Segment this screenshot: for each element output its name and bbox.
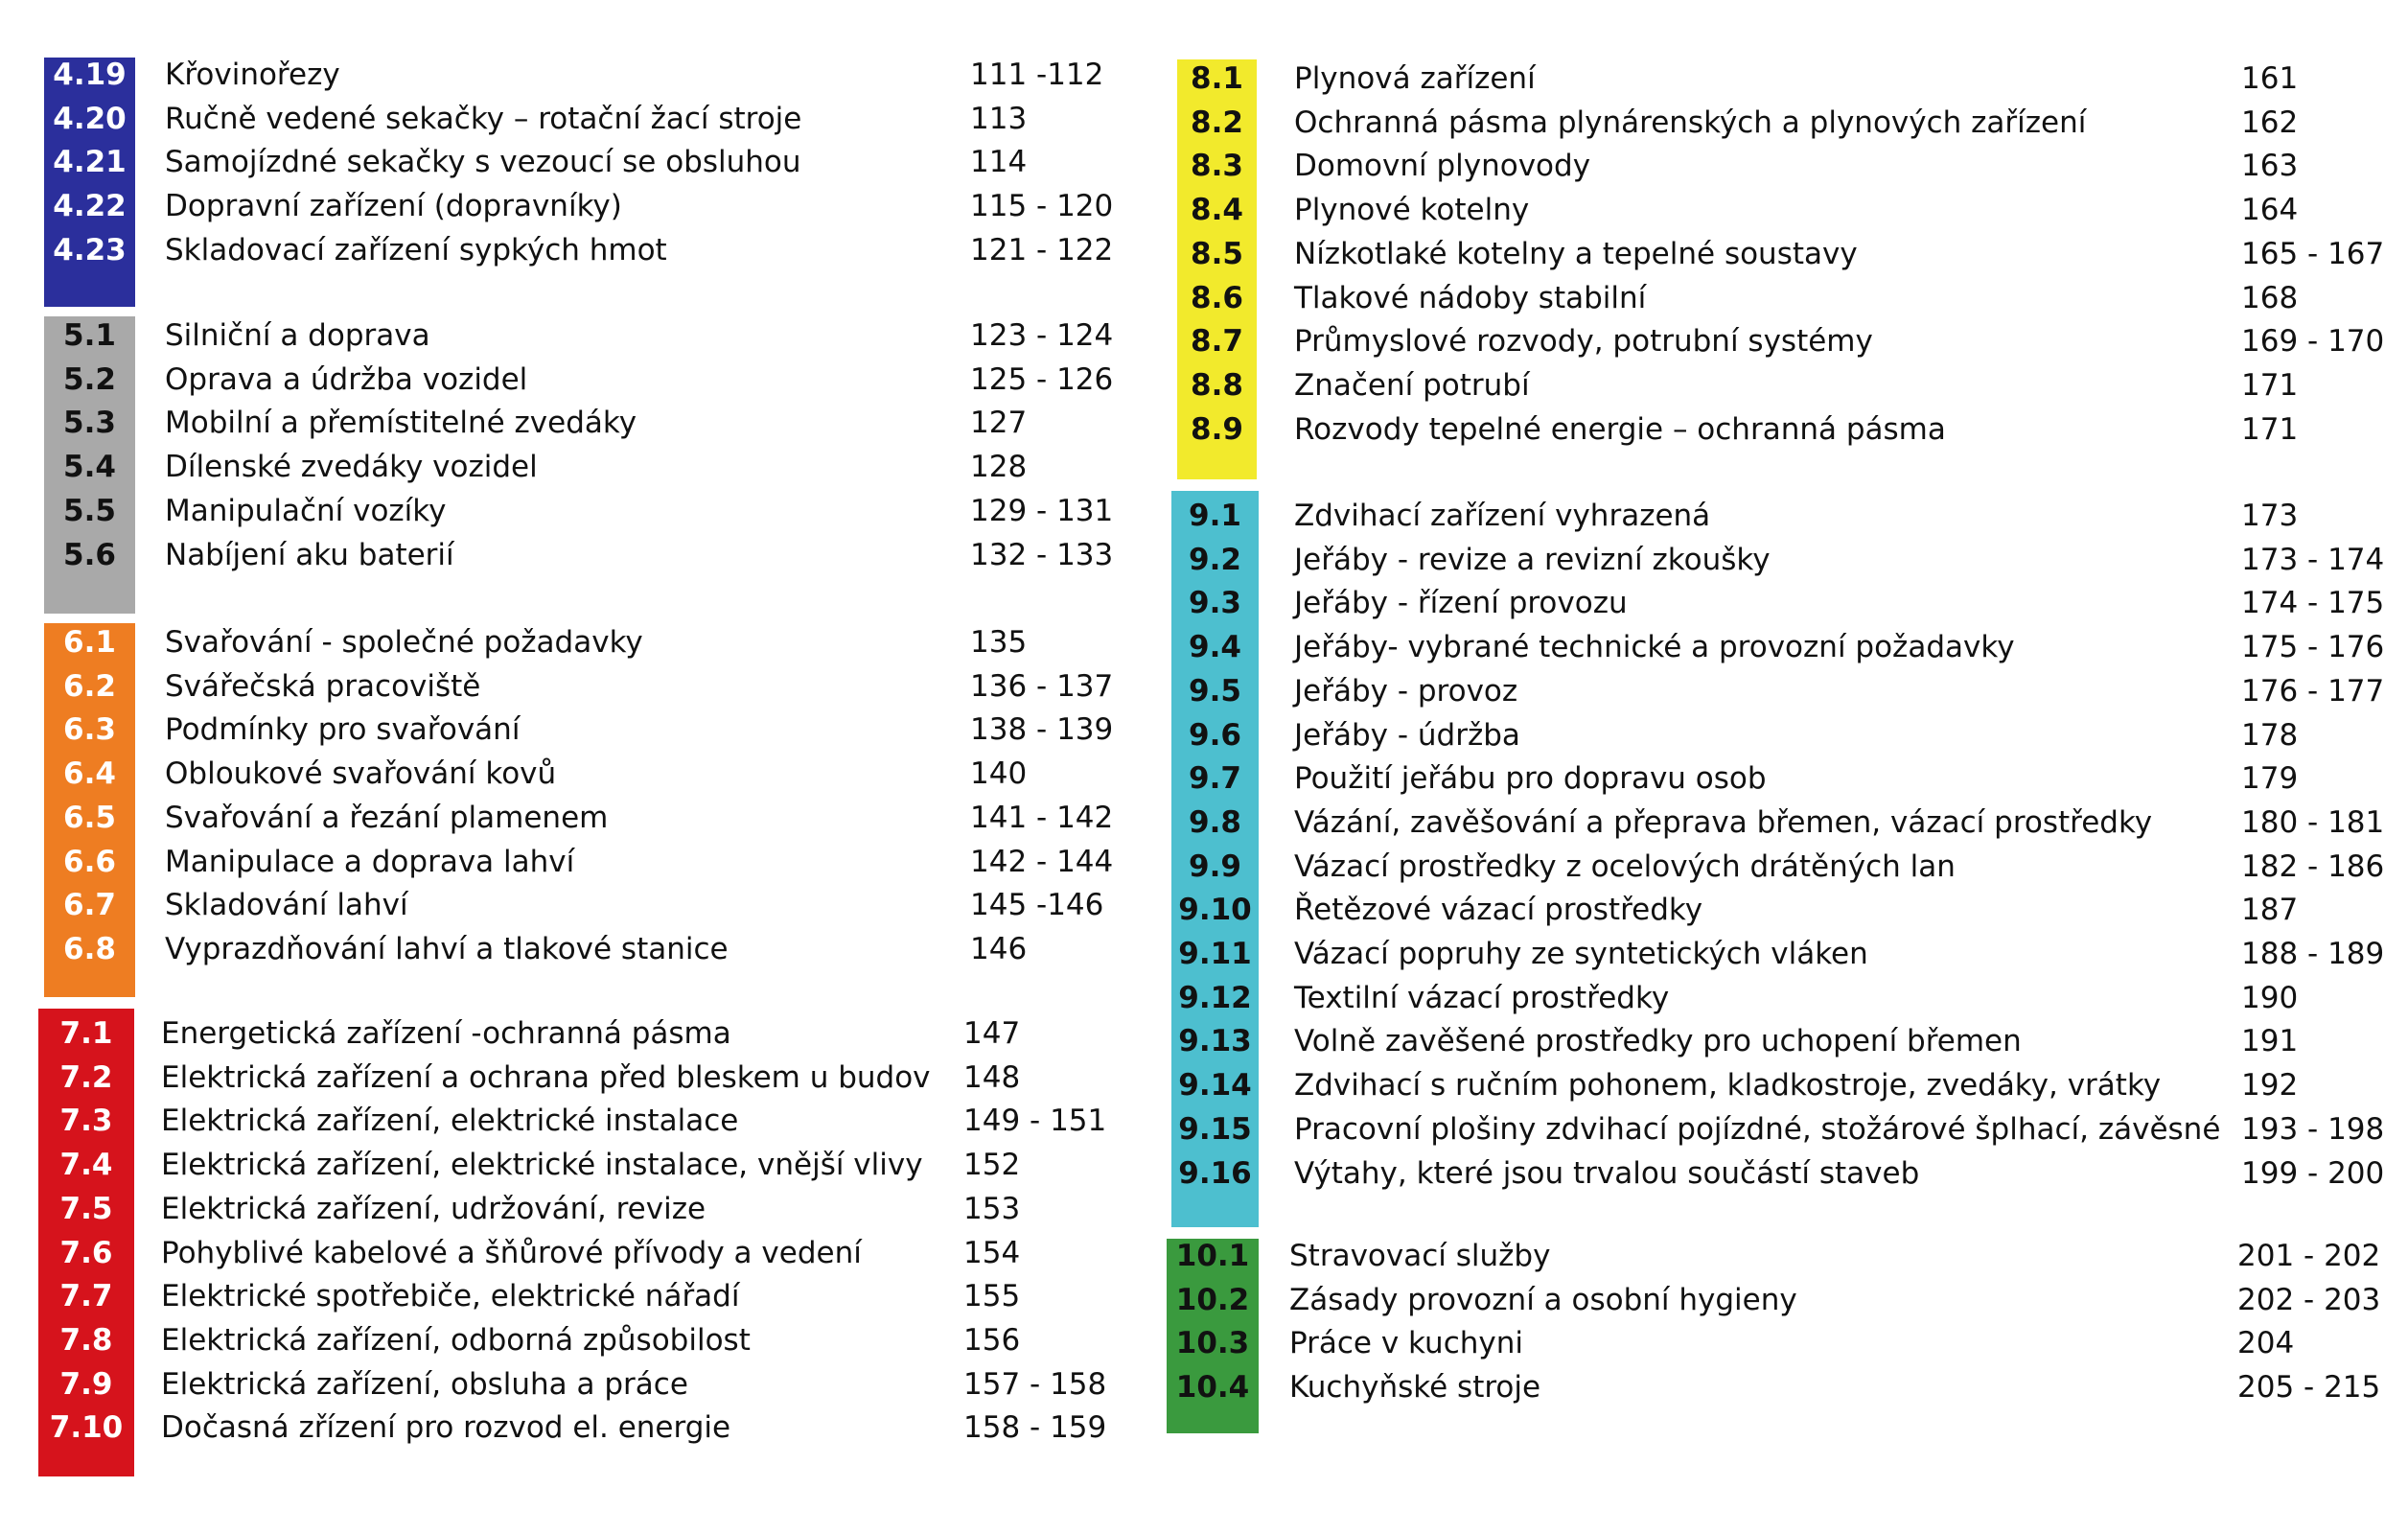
section-number: 6.3 bbox=[63, 712, 116, 748]
page-range: 153 bbox=[963, 1191, 1021, 1226]
section-number: 4.23 bbox=[53, 232, 127, 267]
entry-title: Mobilní a přemístitelné zvedáky bbox=[165, 406, 637, 441]
toc-entry[interactable] bbox=[0, 1019, 2408, 1063]
entry-title: Textilní vázací prostředky bbox=[1294, 980, 1670, 1015]
toc-entry[interactable] bbox=[0, 1321, 2408, 1365]
page-range: 141 - 142 bbox=[970, 800, 1114, 835]
toc-entry[interactable] bbox=[0, 932, 2408, 976]
section-number: 5.2 bbox=[63, 361, 116, 397]
section-number: 7.2 bbox=[59, 1059, 113, 1095]
section-number: 8.5 bbox=[1191, 236, 1243, 271]
section-number: 9.14 bbox=[1178, 1068, 1252, 1104]
page-range: 113 bbox=[970, 101, 1028, 136]
entry-title: Volně zavěšené prostředky pro uchopení břemen bbox=[1294, 1024, 2022, 1059]
entry-title: Kuchyňské stroje bbox=[1289, 1370, 1541, 1406]
page-range: 146 bbox=[970, 931, 1028, 966]
toc-entry[interactable] bbox=[0, 1278, 2408, 1322]
page-range: 171 bbox=[2241, 367, 2299, 403]
section-number: 9.3 bbox=[1189, 586, 1241, 621]
section-number: 9.10 bbox=[1178, 893, 1252, 928]
section-number: 9.15 bbox=[1178, 1111, 1252, 1147]
entry-title: Skladovací zařízení sypkých hmot bbox=[165, 232, 667, 267]
page-range: 125 - 126 bbox=[970, 361, 1114, 397]
toc-entry[interactable] bbox=[0, 625, 2408, 669]
section-number: 9.7 bbox=[1189, 761, 1241, 797]
toc-entry[interactable] bbox=[0, 1151, 2408, 1196]
section-number: 7.7 bbox=[59, 1279, 113, 1314]
page-range: 180 - 181 bbox=[2241, 804, 2385, 840]
page-range: 145 -146 bbox=[970, 888, 1104, 923]
page-range: 188 - 189 bbox=[2241, 937, 2385, 971]
entry-title: Značení potrubí bbox=[1294, 367, 1530, 403]
entry-title: Zásady provozní a osobní hygieny bbox=[1289, 1282, 1797, 1317]
page-range: 148 bbox=[963, 1059, 1021, 1095]
entry-title: Podmínky pro svařování bbox=[165, 712, 521, 748]
page-range: 128 bbox=[970, 450, 1028, 485]
toc-entry[interactable] bbox=[0, 188, 2408, 232]
page-range: 193 - 198 bbox=[2241, 1111, 2385, 1147]
section-number: 8.7 bbox=[1191, 324, 1243, 360]
entry-title: Ručně vedené sekačky – rotační žací stroje bbox=[165, 101, 802, 136]
toc-entry[interactable] bbox=[0, 1063, 2408, 1107]
entry-title: Silniční a doprava bbox=[165, 318, 430, 353]
toc-entry[interactable] bbox=[0, 669, 2408, 713]
toc-entry[interactable] bbox=[0, 713, 2408, 757]
section-number: 7.4 bbox=[59, 1148, 113, 1183]
page-range: 176 - 177 bbox=[2241, 673, 2385, 709]
toc-entry[interactable] bbox=[0, 363, 2408, 407]
entry-title: Obloukové svařování kovů bbox=[165, 756, 557, 792]
page-range: 182 - 186 bbox=[2241, 848, 2385, 884]
entry-title: Průmyslové rozvody, potrubní systémy bbox=[1294, 324, 1873, 360]
entry-title: Zdvihací s ručním pohonem, kladkostroje, zvedáky, vrátky bbox=[1294, 1068, 2162, 1104]
entry-title: Elektrické spotřebiče, elektrické nářadí bbox=[161, 1279, 740, 1314]
section-number: 9.4 bbox=[1189, 630, 1241, 665]
entry-title: Vázací prostředky z ocelových drátěných lan bbox=[1294, 848, 1956, 884]
page-range: 158 - 159 bbox=[963, 1410, 1107, 1446]
section-number: 10.2 bbox=[1175, 1282, 1250, 1317]
toc-entry[interactable] bbox=[0, 232, 2408, 276]
section-number: 5.1 bbox=[63, 318, 116, 353]
entry-title: Skladování lahví bbox=[165, 888, 408, 923]
section-number: 10.1 bbox=[1175, 1239, 1250, 1273]
entry-title: Plynové kotelny bbox=[1294, 193, 1530, 228]
entry-title: Dílenské zvedáky vozidel bbox=[165, 450, 538, 485]
page-range: 127 bbox=[970, 406, 1028, 441]
section-number: 9.5 bbox=[1189, 673, 1241, 709]
entry-title: Zdvihací zařízení vyhrazená bbox=[1294, 499, 1711, 533]
section-number: 9.13 bbox=[1178, 1024, 1252, 1059]
entry-title: Nabíjení aku baterií bbox=[165, 537, 454, 572]
entry-title: Manipulace a doprava lahví bbox=[165, 844, 575, 879]
page-range: 190 bbox=[2241, 980, 2299, 1015]
entry-title: Práce v kuchyni bbox=[1289, 1326, 1524, 1361]
toc-entry[interactable] bbox=[0, 407, 2408, 452]
entry-title: Pracovní plošiny zdvihací pojízdné, stožárové šplhací, závěsné bbox=[1294, 1111, 2221, 1147]
page-range: 114 bbox=[970, 145, 1028, 180]
section-number: 8.8 bbox=[1191, 367, 1243, 403]
entry-title: Jeřáby - řízení provozu bbox=[1294, 586, 1628, 621]
toc-entry[interactable] bbox=[0, 1365, 2408, 1409]
section-number: 10.4 bbox=[1175, 1370, 1250, 1406]
section-number: 6.8 bbox=[63, 931, 116, 966]
section-number: 9.6 bbox=[1189, 717, 1241, 753]
entry-title: Křovinořezy bbox=[165, 58, 340, 92]
entry-title: Dopravní zařízení (dopravníky) bbox=[165, 189, 622, 224]
entry-title: Jeřáby - revize a revizní zkoušky bbox=[1294, 542, 1771, 577]
toc-entry[interactable] bbox=[0, 276, 2408, 320]
section-number: 9.2 bbox=[1189, 542, 1241, 577]
toc-entry[interactable] bbox=[0, 101, 2408, 145]
page-range: 163 bbox=[2241, 149, 2299, 184]
page-range: 152 bbox=[963, 1148, 1021, 1183]
page-range: 115 - 120 bbox=[970, 189, 1114, 224]
page-range: 173 - 174 bbox=[2241, 542, 2385, 577]
page-range: 132 - 133 bbox=[970, 537, 1114, 572]
section-number: 9.1 bbox=[1189, 499, 1241, 533]
toc-entry[interactable] bbox=[0, 888, 2408, 932]
entry-title: Plynová zařízení bbox=[1294, 61, 1536, 96]
page-range: 136 - 137 bbox=[970, 668, 1114, 704]
toc-entry[interactable] bbox=[0, 538, 2408, 582]
section-number: 8.9 bbox=[1191, 411, 1243, 447]
section-number: 6.1 bbox=[63, 625, 116, 660]
page-range: 162 bbox=[2241, 105, 2299, 140]
page-range: 168 bbox=[2241, 280, 2299, 315]
section-number: 8.3 bbox=[1191, 149, 1243, 184]
entry-title: Pohyblivé kabelové a šňůrové přívody a vedení bbox=[161, 1235, 862, 1270]
section-number: 7.5 bbox=[59, 1191, 113, 1226]
toc-entry[interactable] bbox=[0, 581, 2408, 625]
section-number: 7.8 bbox=[59, 1322, 113, 1358]
page-range: 171 bbox=[2241, 411, 2299, 447]
page-range: 178 bbox=[2241, 717, 2299, 753]
section-number: 7.9 bbox=[59, 1366, 113, 1402]
entry-title: Elektrická zařízení, obsluha a práce bbox=[161, 1366, 688, 1402]
section-number: 6.7 bbox=[63, 888, 116, 923]
toc-entry[interactable] bbox=[0, 1107, 2408, 1151]
section-number: 8.6 bbox=[1191, 280, 1243, 315]
entry-title: Rozvody tepelné energie – ochranná pásma bbox=[1294, 411, 1946, 447]
entry-title: Svařování - společné požadavky bbox=[165, 625, 643, 660]
entry-title: Oprava a údržba vozidel bbox=[165, 361, 528, 397]
page-range: 140 bbox=[970, 756, 1028, 792]
entry-title: Domovní plynovody bbox=[1294, 149, 1591, 184]
section-number: 8.4 bbox=[1191, 193, 1243, 228]
page-range: 147 bbox=[963, 1016, 1021, 1051]
entry-title: Vázací popruhy ze syntetických vláken bbox=[1294, 937, 1868, 971]
entry-title: Vázání, zavěšování a přeprava břemen, vázací prostředky bbox=[1294, 804, 2153, 840]
entry-title: Elektrická zařízení a ochrana před bleskem u budov bbox=[161, 1059, 931, 1095]
section-number: 9.16 bbox=[1178, 1155, 1252, 1191]
section-number: 7.1 bbox=[59, 1016, 113, 1051]
entry-title: Manipulační vozíky bbox=[165, 493, 447, 528]
entry-title: Výtahy, které jsou trvalou součástí staveb bbox=[1294, 1155, 1920, 1191]
toc-entry[interactable] bbox=[0, 845, 2408, 889]
entry-title: Ochranná pásma plynárenských a plynových zařízení bbox=[1294, 105, 2087, 140]
page-range: 187 bbox=[2241, 893, 2299, 928]
page-range: 201 - 202 bbox=[2237, 1239, 2381, 1273]
entry-title: Elektrická zařízení, udržování, revize bbox=[161, 1191, 706, 1226]
entry-title: Stravovací služby bbox=[1289, 1239, 1551, 1273]
section-number: 4.20 bbox=[53, 101, 127, 136]
page-range: 204 bbox=[2237, 1326, 2295, 1361]
page-range: 156 bbox=[963, 1322, 1021, 1358]
page-range: 202 - 203 bbox=[2237, 1282, 2381, 1317]
section-number: 8.2 bbox=[1191, 105, 1243, 140]
page-range: 164 bbox=[2241, 193, 2299, 228]
page-range: 192 bbox=[2241, 1068, 2299, 1104]
page-range: 154 bbox=[963, 1235, 1021, 1270]
section-number: 6.6 bbox=[63, 844, 116, 879]
entry-title: Elektrická zařízení, odborná způsobilost bbox=[161, 1322, 751, 1358]
toc-entry[interactable] bbox=[0, 57, 2408, 101]
section-number: 9.8 bbox=[1189, 804, 1241, 840]
toc-entry[interactable] bbox=[0, 1234, 2408, 1278]
page-range: 199 - 200 bbox=[2241, 1155, 2385, 1191]
entry-title: Samojízdné sekačky s vezoucí se obsluhou bbox=[165, 145, 801, 180]
page-range: 149 - 151 bbox=[963, 1104, 1107, 1139]
page-range: 155 bbox=[963, 1279, 1021, 1314]
toc-entry[interactable] bbox=[0, 801, 2408, 845]
entry-title: Řetězové vázací prostředky bbox=[1294, 893, 1703, 928]
entry-title: Elektrická zařízení, elektrické instalace, vnější vlivy bbox=[161, 1148, 923, 1183]
page-range: 174 - 175 bbox=[2241, 586, 2385, 621]
entry-title: Dočasná zřízení pro rozvod el. energie bbox=[161, 1410, 731, 1446]
section-number: 5.6 bbox=[63, 537, 116, 572]
section-number: 6.5 bbox=[63, 800, 116, 835]
entry-title: Použití jeřábu pro dopravu osob bbox=[1294, 761, 1767, 797]
entry-title: Tlakové nádoby stabilní bbox=[1294, 280, 1647, 315]
toc-entry[interactable] bbox=[0, 976, 2408, 1020]
entry-title: Energetická zařízení -ochranná pásma bbox=[161, 1016, 731, 1051]
entry-title: Svařování a řezání plamenem bbox=[165, 800, 609, 835]
section-number: 6.4 bbox=[63, 756, 116, 792]
section-number: 10.3 bbox=[1175, 1326, 1250, 1361]
page-range: 205 - 215 bbox=[2237, 1370, 2381, 1406]
section-number: 9.9 bbox=[1189, 848, 1241, 884]
section-number: 5.3 bbox=[63, 406, 116, 441]
section-number: 7.10 bbox=[49, 1410, 124, 1446]
page-range: 179 bbox=[2241, 761, 2299, 797]
page-range: 173 bbox=[2241, 499, 2299, 533]
page-range: 169 - 170 bbox=[2241, 324, 2385, 360]
page-range: 135 bbox=[970, 625, 1028, 660]
toc-entry[interactable] bbox=[0, 756, 2408, 801]
section-number: 4.22 bbox=[53, 189, 127, 224]
entry-title: Elektrická zařízení, elektrické instalace bbox=[161, 1104, 739, 1139]
page-range: 165 - 167 bbox=[2241, 236, 2385, 271]
page-range: 161 bbox=[2241, 61, 2299, 96]
toc-entry[interactable] bbox=[0, 494, 2408, 538]
section-number: 5.4 bbox=[63, 450, 116, 485]
entry-title: Svářečská pracoviště bbox=[165, 668, 481, 704]
page-range: 111 -112 bbox=[970, 58, 1104, 92]
entry-title: Jeřáby - provoz bbox=[1294, 673, 1518, 709]
section-number: 9.11 bbox=[1178, 937, 1252, 971]
section-number: 6.2 bbox=[63, 668, 116, 704]
entry-title: Vyprazdňování lahví a tlakové stanice bbox=[165, 931, 729, 966]
page-range: 157 - 158 bbox=[963, 1366, 1107, 1402]
toc-entry[interactable] bbox=[0, 319, 2408, 363]
page-range: 175 - 176 bbox=[2241, 630, 2385, 665]
section-number: 9.12 bbox=[1178, 980, 1252, 1015]
page-range: 142 - 144 bbox=[970, 844, 1114, 879]
page-range: 121 - 122 bbox=[970, 232, 1114, 267]
section-number: 4.19 bbox=[53, 58, 127, 92]
section-number: 7.3 bbox=[59, 1104, 113, 1139]
page-range: 129 - 131 bbox=[970, 493, 1114, 528]
page-range: 138 - 139 bbox=[970, 712, 1114, 748]
entry-title: Nízkotlaké kotelny a tepelné soustavy bbox=[1294, 236, 1858, 271]
section-number: 5.5 bbox=[63, 493, 116, 528]
section-number: 7.6 bbox=[59, 1235, 113, 1270]
entry-title: Jeřáby- vybrané technické a provozní požadavky bbox=[1294, 630, 2015, 665]
page-range: 123 - 124 bbox=[970, 318, 1114, 353]
toc-entry[interactable] bbox=[0, 144, 2408, 188]
entry-title: Jeřáby - údržba bbox=[1294, 717, 1520, 753]
section-number: 4.21 bbox=[53, 145, 127, 180]
section-number: 8.1 bbox=[1191, 61, 1243, 96]
page-range: 191 bbox=[2241, 1024, 2299, 1059]
